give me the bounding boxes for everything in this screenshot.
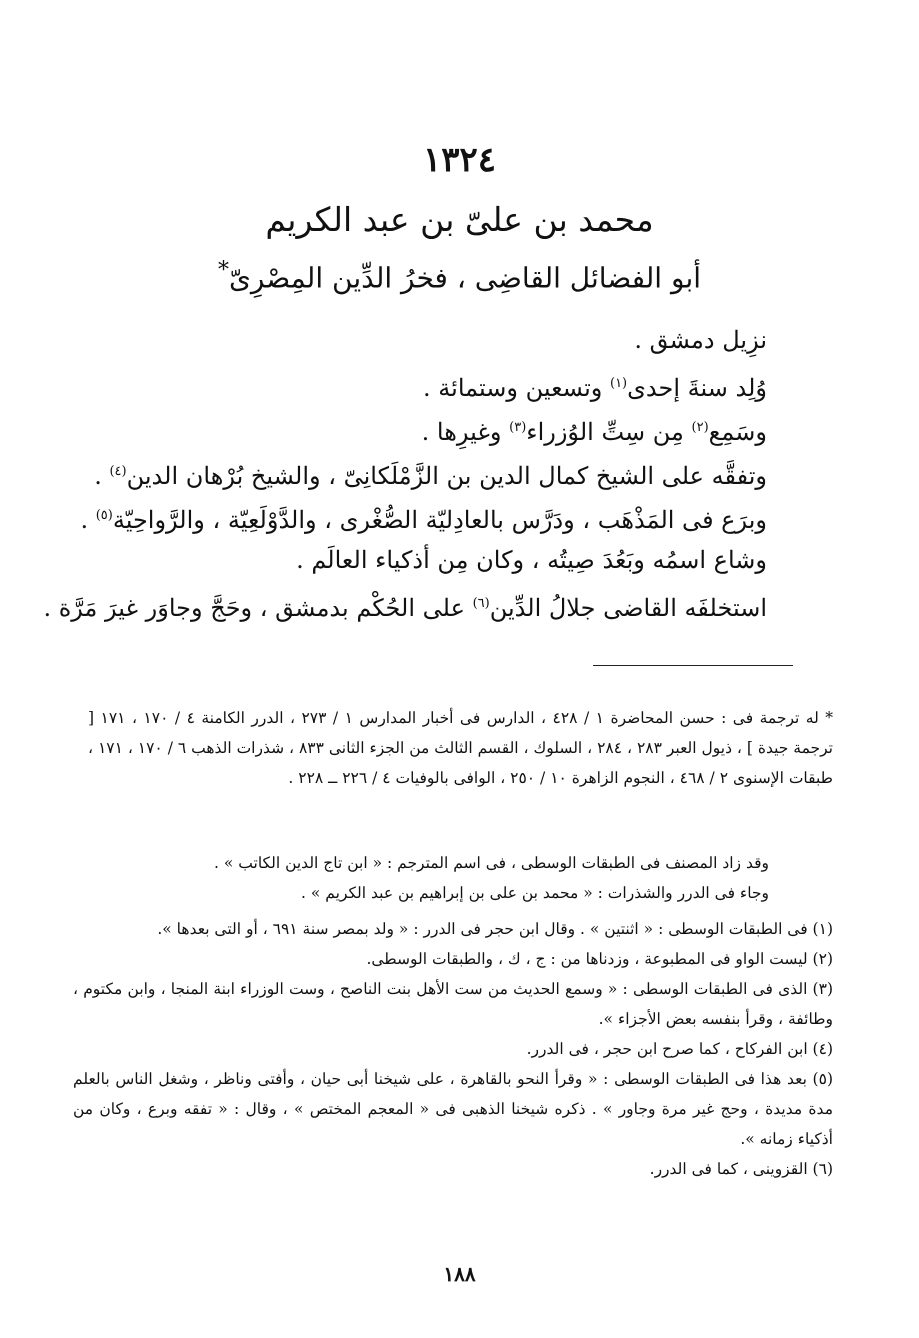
footnote: (٥) بعد هذا فى الطبقات الوسطى : « وقرأ النحو بالقاهرة ، على شيخنا أبى حيان ، وأفتى وناظر ، وشغل الناس بالعلم مدة مديدة ، وحج غير مرة وجاور » . ذكره شيخنا الذهبى فى « المعجم المختص » ، وقال : « تفقه وبرع ، وكان من أذكياء زمانه ».	[73, 1070, 833, 1148]
body-text-segment: وتسعين وستمائة .	[423, 374, 610, 402]
editor-note: وجاء فى الدرر والشذرات : « محمد بن على بن إبراهيم بن عبد الكريم » .	[301, 884, 769, 902]
entry-number: ١٣٢٤	[422, 140, 497, 180]
biography-text	[43, 318, 767, 626]
body-text-segment: وتفقَّه على الشيخ كمال الدين بن الزَّمْلَكانِىّ ، والشيخ بُرْهان الدين	[126, 462, 767, 490]
footnote: (٦) القزوينى ، كما فى الدرر.	[649, 1160, 833, 1178]
body-line	[67, 538, 767, 582]
body-text-segment: مِن سِتِّ الوُزراء	[526, 418, 692, 446]
footnote-marker: (٥)	[95, 508, 113, 523]
body-line	[67, 406, 767, 450]
footnote: (٣) الذى فى الطبقات الوسطى : « وسمع الحديث من ست الأهل بنت الناصح ، وست الوزراء ابنة المنجا ، وابن مكتوم ، وطائفة ، وقرأ بنفسه بعض الأجزاء ».	[73, 980, 833, 1028]
footnote-marker: (١)	[609, 376, 628, 391]
body-line	[67, 450, 767, 494]
body-line	[67, 362, 767, 406]
body-text-segment: وغيرِها .	[421, 418, 510, 446]
sources-note: * له ترجمة فى : حسن المحاضرة ١ / ٤٢٨ ، الدارس فى أخبار المدارس ١ / ٢٧٣ ، الدرر الكامنة ٤ / ١٧٠ ، ١٧١ [ ترجمة جيدة ] ، ذيول العبر ٢٨٣ ، ٢٨٤ ، السلوك ، القسم الثالث من الجزء الثانى ٨٣٣ ، شذرات الذهب ٦ / ١٧٠ ، ١٧١ ، طبقات الإسنوى ٢ / ٤٦٨ ، النجوم الزاهرة ١٠ / ٢٥٠ ، الوافى بالوفيات ٤ / ٢٢٦ ــ ٢٢٨ .	[88, 709, 834, 787]
body-text-segment: وشاع اسمُه وبَعُدَ صِيتُه ، وكان مِن أذكياء العالَم .	[296, 546, 767, 574]
source-marker: *	[217, 258, 229, 283]
body-line	[67, 494, 767, 538]
footnote-marker: (٦)	[472, 596, 490, 611]
body-line	[43, 582, 767, 626]
footnote: (١) فى الطبقات الوسطى : « اثنتين » . وقال ابن حجر فى الدرر : « ولد بمصر سنة ٦٩١ ، أو التى بعدها ».	[157, 920, 833, 938]
footnote-marker: (٢)	[691, 420, 709, 435]
body-line	[67, 318, 767, 362]
editor-note: وقد زاد المصنف فى الطبقات الوسطى ، فى اسم المترجم : « ابن تاج الدين الكاتب » .	[214, 854, 769, 872]
entry-kunya-line	[0, 258, 919, 294]
body-text-segment: على الحُكْم بدمشق ، وحَجَّ وجاوَر غيرَ مَرَّة .	[43, 594, 473, 622]
footnote-marker: (٤)	[109, 464, 127, 479]
footnotes	[73, 914, 833, 1184]
footnote: (٢) ليست الواو فى المطبوعة ، وزدناها من : ج ، ك ، والطبقات الوسطى.	[366, 950, 833, 968]
page-number: ١٨٨	[443, 1262, 476, 1286]
body-text-segment: استخلفَه القاضى جلالُ الدِّين	[489, 594, 767, 622]
body-text-segment: وبرَع فى المَذْهَب ، ودَرَّس بالعادِليّة الصُّغْرى ، والدَّوْلَعِيّة ، والرَّواحِيّة	[112, 506, 767, 534]
footnote-marker: (٣)	[509, 420, 527, 435]
body-text-segment: وُلِد سنةَ إحدى	[627, 374, 767, 402]
editor-notes	[89, 848, 769, 908]
entry-name: محمد بن علىّ بن عبد الكريم	[265, 200, 654, 239]
body-text-segment: .	[80, 506, 96, 534]
body-text-segment: .	[94, 462, 110, 490]
body-text-segment: وسَمِع	[708, 418, 767, 446]
entry-kunya: أبو الفضائل القاضِى ، فخرُ الدِّين المِصْرِىّ	[228, 261, 702, 295]
footnote: (٤) ابن الفركاح ، كما صرح ابن حجر ، فى الدرر.	[526, 1040, 833, 1058]
footnote-divider	[593, 665, 793, 666]
body-text-segment: نزِيل دمشق .	[634, 326, 767, 354]
